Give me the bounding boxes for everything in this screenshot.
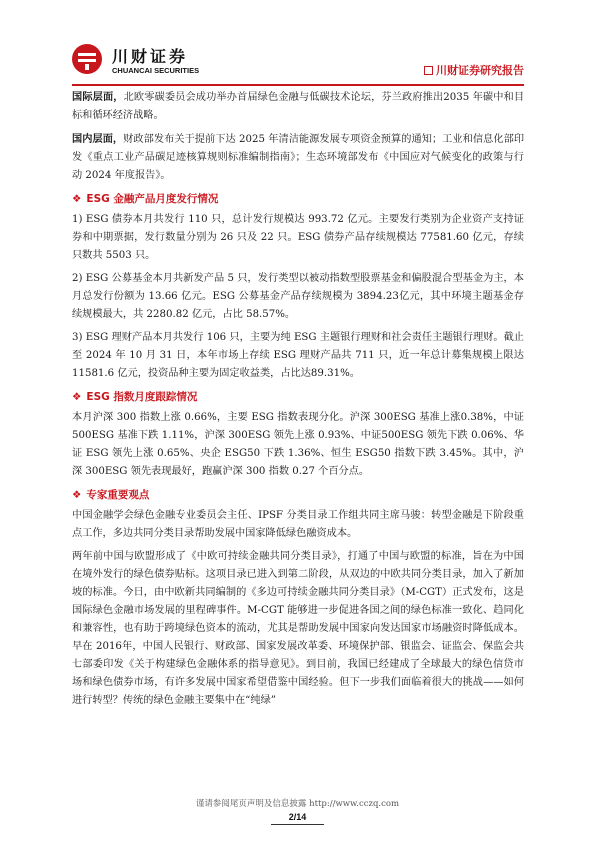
page-header <box>72 40 524 86</box>
report-body <box>72 88 524 715</box>
diamond-bullet-icon: ❖ <box>72 489 82 501</box>
report-tag <box>424 62 524 78</box>
section-heading-esg-index: ❖ ESG 指数月度跟踪情况 <box>72 388 524 406</box>
report-tag-icon <box>424 66 433 75</box>
paragraph-expert-detail: 两年前中国与欧盟形成了《中欧可持续金融共同分类目录》，打通了中国与欧盟的标准，旨在为中国在境外发行的绿色债券贴标。这项目录已进入到第二阶段，从双边的中欧共同分类目录，加入了新加坡的标准。今日，由中欧新共同编制的《多边可持续金融共同分类目录》（M-CGT）正式发布，这是国际绿色金融市场发展的里程碑事件。M-CGT 能够进一步促进各国之间的绿色标准一致化、趋同化和兼容性，也有助于跨境绿色资本的流动，尤其是帮助发展中国家向发达国家市场融资时降低成本。早在 2016年，中国人民银行、财政部、国家发展改革委、环境保护部、银监会、证监会、保监会共七部委印发《关于构建绿色金融体系的指导意见》。到目前，我国已经建成了全球最大的绿色信贷市场和绿色债券市场，有许多发展中国家希望借鉴中国经验。但下一步我们面临着很大的挑战——如何进行转型？传统的绿色金融主要集中在“纯绿” <box>72 551 524 706</box>
paragraph-domestic: 国内层面，财政部发布关于提前下达 2025 年清洁能源发展专项资金预算的通知；工业和信息化部印发《重点工业产品碳足迹核算规则标准编制指南》；生态环境部发布《中国应对气候变化的政策与行动 2024 年度报告》。 <box>72 133 525 181</box>
paragraph-esg-funds: 2) ESG 公募基金本月共新发产品 5 只，发行类型以被动指数型股票基金和偏股混合型基金为主，本月总发行份额为 13.66 亿元。ESG 公募基金产品存续规模为 3894.23亿元，其中环境主题基金存续规模最大，共 2280.82 亿元，占比 58.57%。 <box>72 273 524 320</box>
paragraph-esg-wealth: 3) ESG 理财产品本月共发行 106 只，主要为纯 ESG 主题银行理财和社会责任主题银行理财。截止至 2024 年 10 月 31 日，本年市场上存续 ESG 理财产品共 711 只，近一年总计募集规模上限达 11581.6 亿元，投资品种主要为固定收益类，占比达89.31%。 <box>72 332 524 379</box>
section-heading-expert-views: ❖ 专家重要观点 <box>72 486 524 504</box>
report-tag-label: 川财证券研究报告 <box>436 64 524 77</box>
page-number: 2/14 <box>288 812 307 822</box>
paragraph-expert-summary: 中国金融学会绿色金融专业委员会主任、IPSF 分类目录工作组共同主席马骏：转型金融是下阶段重点工作，多边共同分类目录帮助发展中国家降低绿色融资成本。 <box>72 510 524 539</box>
paragraph-esg-index: 本月沪深 300 指数上涨 0.66%，主要 ESG 指数表现分化。沪深 300ESG 基准上涨0.38%，中证 500ESG 基准下跌 1.11%，沪深 300ESG 领先上涨 0.93%、中证500ESG 领先下跌 0.06%、华证 ESG 领先上涨 0.65%、央企 ESG50 下跌 1.36%、恒生 ESG50 指数下跌 3.45%。其中，沪深 300ESG 领先表现最好，跑赢沪深 300 指数 0.27 个百分点。 <box>72 412 524 477</box>
diamond-bullet-icon: ❖ <box>72 391 82 403</box>
disclaimer-note: 谨请参阅尾页声明及信息披露 http://www.cczq.com <box>195 799 400 809</box>
section-heading-esg-products: ❖ ESG 金融产品月度发行情况 <box>72 190 524 208</box>
brand-name-cn: 川财证券 <box>112 47 189 66</box>
brand-logo-icon <box>72 44 102 74</box>
page-number-underline <box>271 824 324 825</box>
header-divider <box>72 84 524 86</box>
paragraph-international: 国际层面，北欧零碳委员会成功举办首届绿色金融与低碳技术论坛，芬兰政府推出2035 年碳中和目标和循环经济战略。 <box>72 91 525 121</box>
diamond-bullet-icon: ❖ <box>72 193 82 205</box>
brand-name-en: CHUANCAI SECURITIES <box>112 66 200 75</box>
paragraph-esg-bonds: 1) ESG 债券本月共发行 110 只，总计发行规模达 993.72 亿元。主要发行类别为企业资产支持证券和中期票据，发行数量分别为 26 只及 22 只。ESG 债券产品存续规模达 77581.60 亿元，存续只数共 5503 只。 <box>72 214 524 261</box>
